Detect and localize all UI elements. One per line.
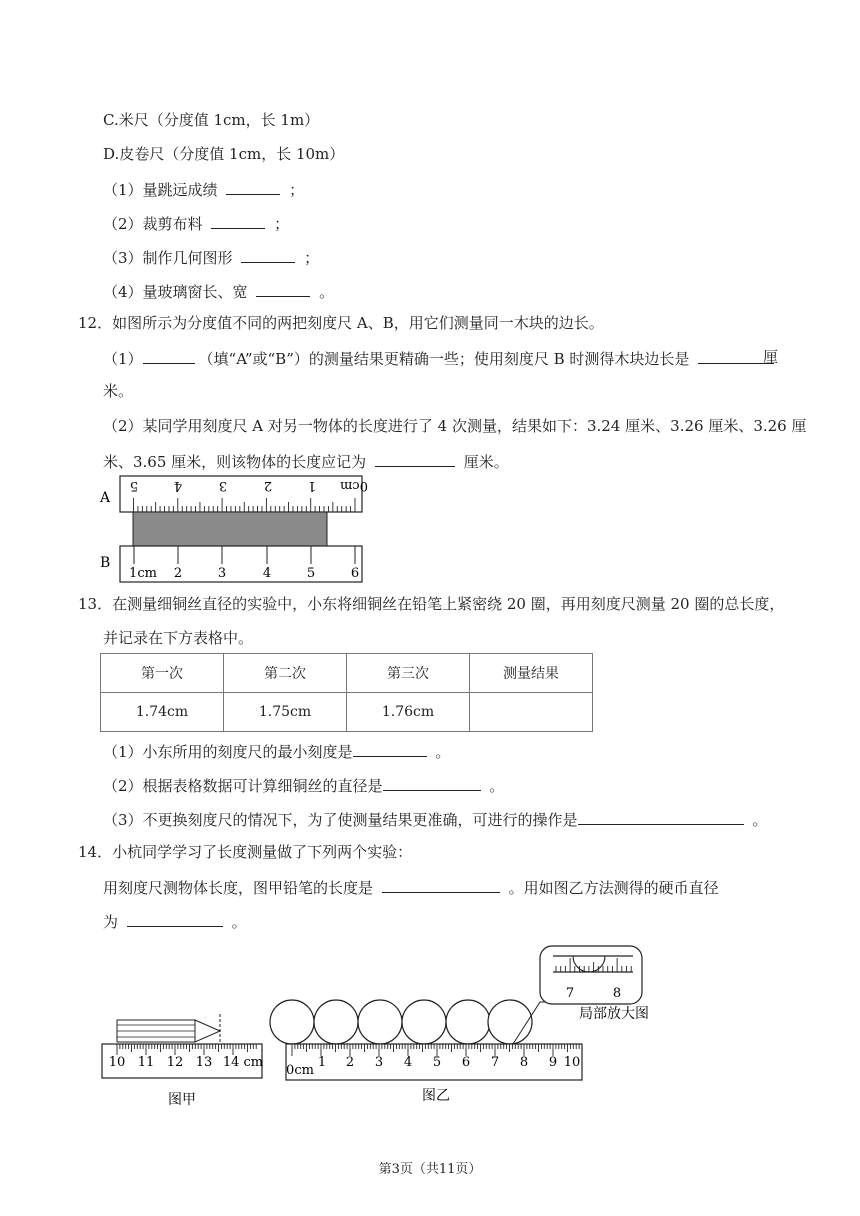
ruler-b-tick-label: 1cm xyxy=(129,566,157,581)
q12-part-1 xyxy=(103,347,778,369)
sub-end: 。 xyxy=(435,743,451,761)
answer-blank[interactable] xyxy=(353,740,427,757)
coin xyxy=(314,1000,358,1044)
table-row xyxy=(101,693,593,732)
q11-item-2 xyxy=(103,212,289,234)
q12-part-1-end: 米。 xyxy=(103,382,134,400)
answer-blank[interactable] xyxy=(241,246,295,263)
ruler-b-tick-label: 5 xyxy=(306,566,316,581)
zoom-tick-label: 8 xyxy=(612,986,622,1001)
table-cell-result[interactable] xyxy=(470,693,593,732)
answer-blank[interactable] xyxy=(143,347,195,364)
ruler-a-tick-label: 0cm xyxy=(340,478,368,493)
answer-blank[interactable] xyxy=(226,178,280,195)
pencil-tip xyxy=(195,1020,220,1042)
item-label: （1）量跳远成绩 xyxy=(103,181,218,199)
table-header-cell: 第二次 xyxy=(224,654,347,693)
answer-blank[interactable] xyxy=(383,774,481,791)
sub-end: 。 xyxy=(752,811,768,829)
part-text: 米、3.65 厘米，则该物体的长度应记为 xyxy=(103,453,367,471)
q13-sub-3 xyxy=(103,808,767,830)
sub-text: （2）根据表格数据可计算细铜丝的直径是 xyxy=(103,777,383,795)
ruler-a xyxy=(120,476,362,512)
table-header-cell: 第一次 xyxy=(101,654,224,693)
fig-b-tick-label: 3 xyxy=(374,1055,384,1070)
fig-b-tick-label: 4 xyxy=(403,1055,413,1070)
fig-a-caption: 图甲 xyxy=(168,1092,196,1108)
item-end: ； xyxy=(304,249,320,267)
table-header-row xyxy=(101,654,593,693)
q12-stem: 12．如图所示为分度值不同的两把刻度尺 A、B，用它们测量同一木块的边长。 xyxy=(78,314,604,332)
fig-b-tick-label: 7 xyxy=(490,1055,500,1070)
ruler-b-tick-label: 6 xyxy=(350,566,360,581)
coin xyxy=(358,1000,402,1044)
line-text: 用刻度尺测物体长度，图甲铅笔的长度是 xyxy=(103,879,374,897)
fig-a-tick-label: 12 xyxy=(166,1055,184,1070)
q12-part-2: （2）某同学用刻度尺 A 对另一物体的长度进行了 4 次测量，结果如下：3.24 厘米、3.26 厘米、3.26 厘 xyxy=(103,417,807,435)
coin xyxy=(402,1000,446,1044)
table-header-cell: 测量结果 xyxy=(470,654,593,693)
page-number: 第3页（共11页） xyxy=(378,1162,482,1177)
line-text: 。用如图乙方法测得的硬币直径 xyxy=(508,879,719,897)
zoom-bubble xyxy=(540,946,642,1004)
q13-sub-2 xyxy=(103,774,504,796)
zoom-caption: 局部放大图 xyxy=(579,1006,649,1022)
ruler-a-label: A xyxy=(100,490,111,506)
ruler-a-tick-label: 2 xyxy=(263,478,273,493)
table-cell: 1.76cm xyxy=(347,693,470,732)
q13-sub-1 xyxy=(103,740,450,762)
q14-line-2 xyxy=(103,910,247,932)
answer-blank[interactable] xyxy=(211,212,265,229)
table-cell: 1.75cm xyxy=(224,693,347,732)
line-text: 为 xyxy=(103,913,119,931)
q11-item-1 xyxy=(103,178,304,200)
table-header-cell: 第三次 xyxy=(347,654,470,693)
item-end: ； xyxy=(274,215,290,233)
fig-b-tick-label: 5 xyxy=(432,1055,442,1070)
q11-option-c: C.米尺（分度值 1cm，长 1m） xyxy=(103,111,320,129)
q11-item-3 xyxy=(103,246,319,268)
measurement-table xyxy=(100,653,593,732)
fig-b-tick-label: 0cm xyxy=(286,1063,314,1078)
item-end: 。 xyxy=(319,283,335,301)
item-label: （3）制作几何图形 xyxy=(103,249,233,267)
q14-stem: 14．小杭同学学习了长度测量做了下列两个实验： xyxy=(78,843,413,861)
ruler-a-tick-label: 1 xyxy=(307,478,317,493)
fig-a-tick-label: 13 xyxy=(195,1055,213,1070)
fig-b-tick-label: 6 xyxy=(461,1055,471,1070)
answer-blank[interactable] xyxy=(375,450,455,467)
sub-text: （3）不更换刻度尺的情况下，为了使测量结果更准确，可进行的操作是 xyxy=(103,811,578,829)
fig-a-tick-label: 10 xyxy=(108,1055,126,1070)
answer-blank[interactable] xyxy=(127,910,223,927)
fig-b-coins xyxy=(268,940,660,1108)
fig-b-tick-label: 10 xyxy=(563,1055,581,1070)
fig-b-tick-label: 8 xyxy=(519,1055,529,1070)
ruler-a-tick-label: 4 xyxy=(173,478,183,493)
part-text: （填“A”或“B”）的测量结果更精确一些；使用刻度尺 B 时测得木块边长是 xyxy=(198,350,690,368)
q13-stem-1: 13．在测量细铜丝直径的实验中，小东将细铜丝在铅笔上紧密绕 20 圈，再用刻度尺测量 20 圈的总长度， xyxy=(78,595,785,613)
q11-option-d: D.皮卷尺（分度值 1cm，长 10m） xyxy=(103,145,345,163)
q12-part-1-unit: 厘 xyxy=(763,348,779,366)
answer-blank[interactable] xyxy=(382,876,500,893)
fig-b-tick-label: 1 xyxy=(317,1055,327,1070)
ruler-b-tick-label: 2 xyxy=(173,566,183,581)
coin xyxy=(446,1000,490,1044)
fig-b-caption: 图乙 xyxy=(422,1088,450,1104)
fig-b-tick-label: 9 xyxy=(548,1055,558,1070)
table-cell: 1.74cm xyxy=(101,693,224,732)
q12-part-2-cont xyxy=(103,450,509,472)
ruler-b-tick-label: 3 xyxy=(217,566,227,581)
ruler-b-label: B xyxy=(100,555,111,571)
ruler-b-tick-label: 4 xyxy=(262,566,272,581)
item-label: （4）量玻璃窗长、宽 xyxy=(103,283,248,301)
zoom-tick-label: 7 xyxy=(565,986,575,1001)
fig-b-tick-label: 2 xyxy=(345,1055,355,1070)
q11-item-4 xyxy=(103,280,334,302)
sub-end: 。 xyxy=(489,777,505,795)
sub-text: （1）小东所用的刻度尺的最小刻度是 xyxy=(103,743,353,761)
item-end: ； xyxy=(289,181,305,199)
part-prefix: （1） xyxy=(103,350,143,368)
fig-a-tick-label: 11 xyxy=(137,1055,155,1070)
item-label: （2）裁剪布料 xyxy=(103,215,203,233)
q12-ruler-figure xyxy=(96,472,371,584)
part-end: 厘米。 xyxy=(463,453,509,471)
q14-line-1 xyxy=(103,876,719,898)
answer-blank[interactable] xyxy=(578,808,744,825)
answer-blank[interactable] xyxy=(256,280,310,297)
fig-a-tick-label: 14 cm xyxy=(222,1055,264,1070)
coin xyxy=(270,1000,314,1044)
line-text: 。 xyxy=(231,913,247,931)
q13-stem-2: 并记录在下方表格中。 xyxy=(103,629,254,647)
coin xyxy=(488,1000,532,1044)
fig-a-pencil xyxy=(100,1012,270,1112)
ruler-a-tick-label: 5 xyxy=(129,478,139,493)
wooden-block xyxy=(133,512,327,546)
ruler-a-tick-label: 3 xyxy=(218,478,228,493)
